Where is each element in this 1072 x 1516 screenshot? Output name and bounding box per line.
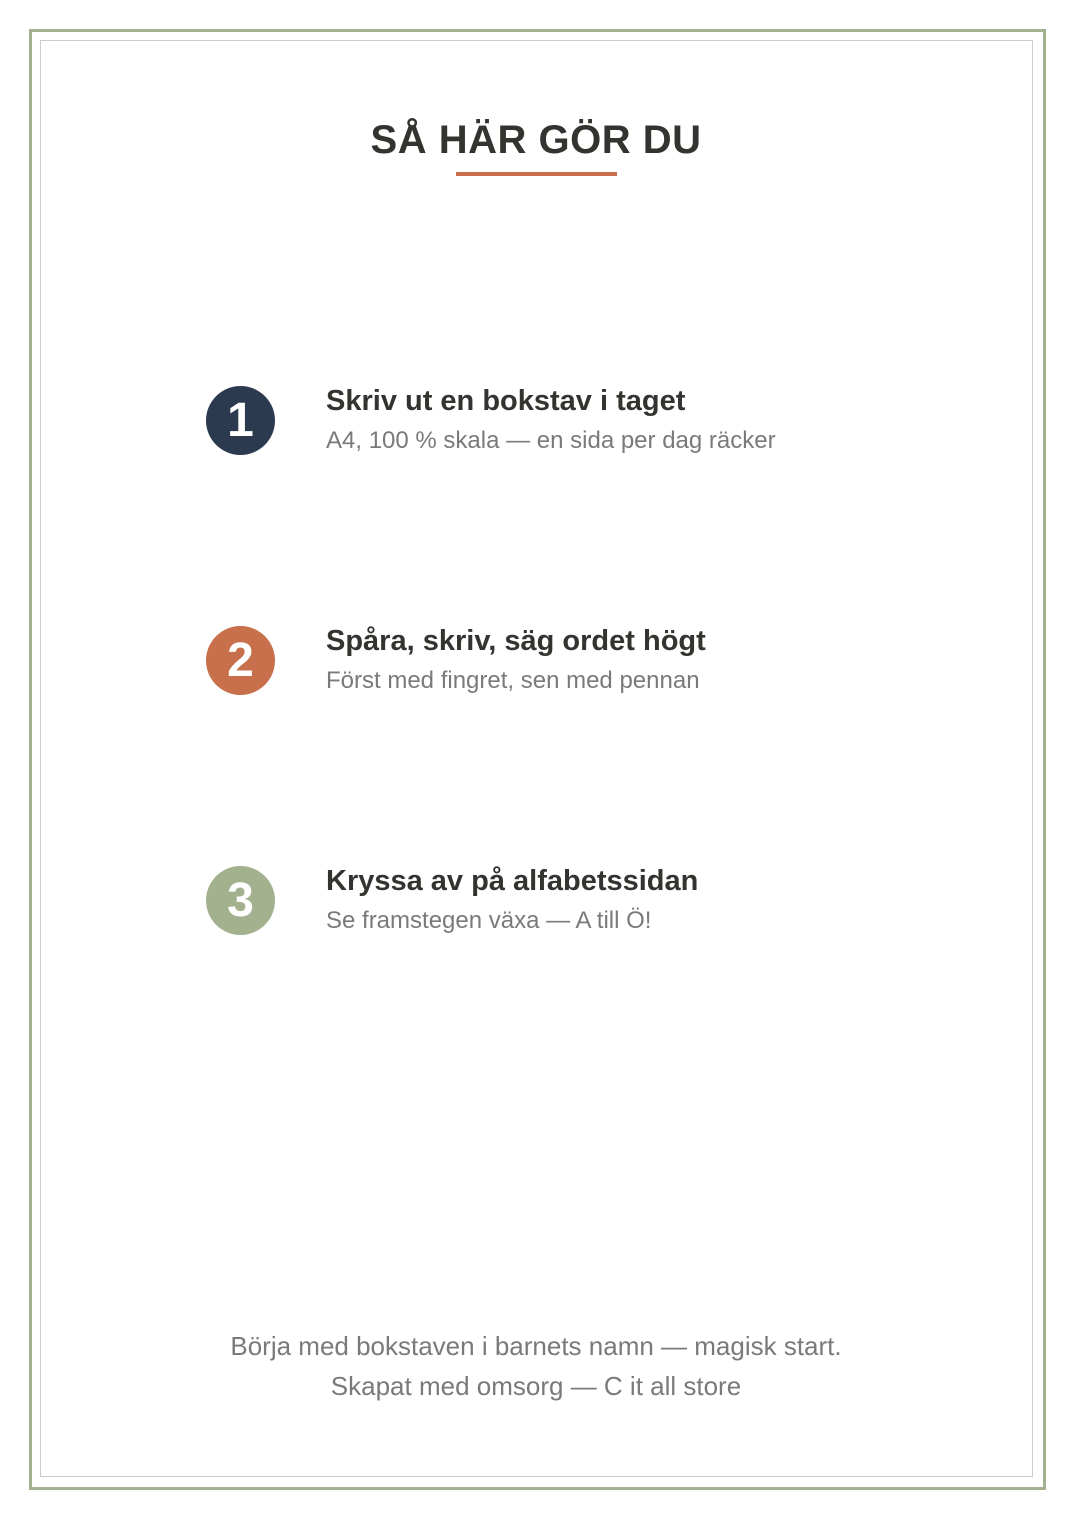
step-number-badge: 3 xyxy=(206,866,275,935)
step-number-badge: 2 xyxy=(206,626,275,695)
step-2 xyxy=(206,626,906,706)
step-heading: Spåra, skriv, säg ordet högt xyxy=(326,625,706,657)
step-3 xyxy=(206,866,906,946)
page-border-inner xyxy=(40,40,1033,1477)
page-title: SÅ HÄR GÖR DU xyxy=(370,118,702,162)
footer-tip: Börja med bokstaven i barnets namn — magisk start. xyxy=(230,1331,842,1361)
footer-credit: Skapat med omsorg — C it all store xyxy=(330,1371,742,1401)
step-subtext: Se framstegen växa — A till Ö! xyxy=(326,907,652,934)
step-1 xyxy=(206,386,906,466)
step-heading: Skriv ut en bokstav i taget xyxy=(326,385,686,417)
step-subtext: Först med fingret, sen med pennan xyxy=(326,667,700,694)
step-number-badge: 1 xyxy=(206,386,275,455)
step-subtext: A4, 100 % skala — en sida per dag räcker xyxy=(326,427,776,454)
step-heading: Kryssa av på alfabetssidan xyxy=(326,865,699,897)
title-underline xyxy=(456,172,617,176)
